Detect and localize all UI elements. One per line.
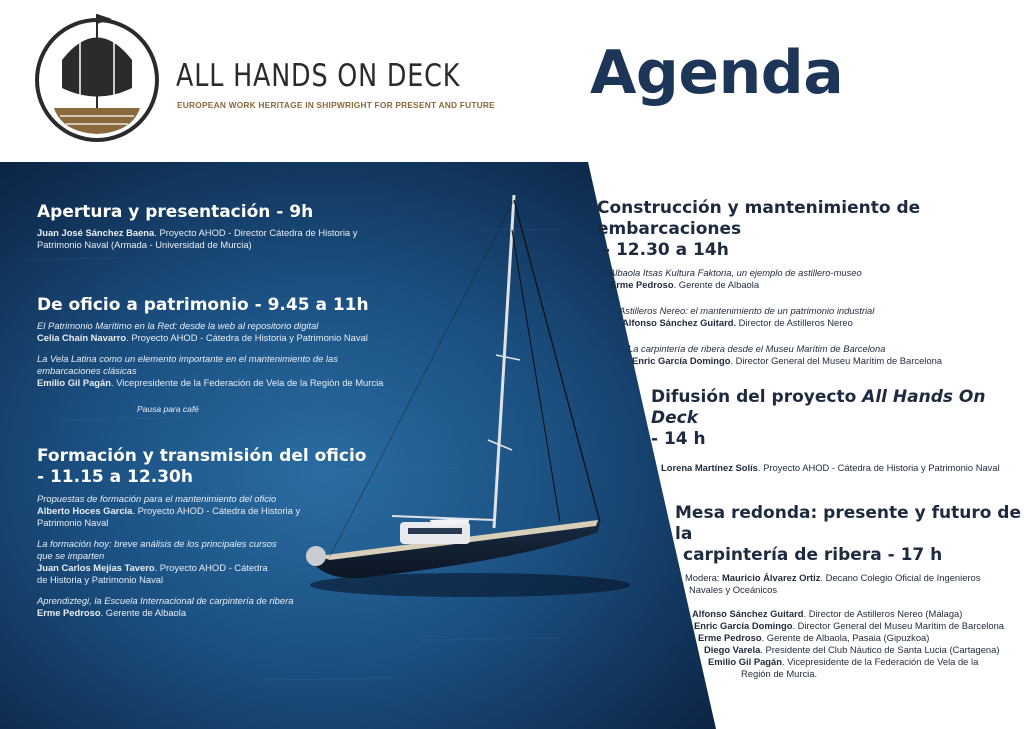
speaker-role: . Vicepresidente de la Federación de Vela de la Región de Murcia <box>110 377 384 388</box>
speaker-line <box>37 377 417 389</box>
speaker-role: . Director General del Museu Marítim de Barcelona <box>730 355 943 366</box>
session-oficio-patrimonio <box>37 295 417 415</box>
panelist-name: Erme Pedroso <box>698 632 762 643</box>
session-time: - 12.30 a 14h <box>603 240 729 260</box>
panelist-role: . Vicepresidente de la Federación de Vela de la <box>781 656 979 667</box>
session-title: Formación y transmisión del oficio <box>37 446 367 466</box>
speaker-role: . Proyecto AHOD - Cátedra de Historia y Patrimonio Naval <box>126 332 368 343</box>
speaker-role: Director de Astilleros Nereo <box>736 317 853 328</box>
session-title: Construcción y mantenimiento de embarcaciones <box>597 198 921 239</box>
session-title-cont: carpintería de ribera - 17 h <box>683 545 943 565</box>
session-difusion <box>651 387 1021 474</box>
speaker-role: . Proyecto AHOD - Cátedra de Historia y <box>132 505 301 516</box>
talk-title: El Patrimonio Marítimo en la Red: desde la web al repositorio digital <box>37 320 319 331</box>
talk-title-cont: embarcaciones clásicas <box>37 365 137 376</box>
speaker-role-cont: Patrimonio Naval (Armada - Universidad de Murcia) <box>37 239 252 250</box>
speaker-line <box>37 227 397 239</box>
speaker-name: Juan Carlos Mejías Tavero <box>37 562 155 573</box>
session-time: - 14 h <box>651 429 706 449</box>
project-name: All Hands On Deck <box>651 387 986 428</box>
panelist-name: Alfonso Sánchez Guitard <box>692 608 804 619</box>
moderator-role: . Decano Colegio Oficial de Ingenieros <box>820 572 981 583</box>
speaker-line <box>37 505 417 517</box>
panelist-role-cont: Región de Murcia. <box>741 668 818 679</box>
speaker-name: Alfonso Sánchez Guitard. <box>622 317 737 328</box>
session-title: Mesa redonda: presente y futuro de la <box>675 503 1021 544</box>
brand-subtitle: EUROPEAN WORK HERITAGE IN SHIPWRIGHT FOR PRESENT AND FUTURE <box>177 100 495 110</box>
speaker-role-cont: Patrimonio Naval <box>37 517 109 528</box>
speaker-line <box>622 317 1022 329</box>
brand-title: ALL HANDS ON DECK <box>176 58 461 94</box>
speaker-role: . Proyecto AHOD - Cátedra de Historia y Patrimonio Naval <box>757 462 1000 473</box>
speaker-role: . Proyecto AHOD - Director Cátedra de Historia y <box>154 227 358 238</box>
talk-title: La Vela Latina como un elemento importante en el mantenimiento de las <box>37 353 338 364</box>
speaker-name: Emilio Gil Pagán <box>37 377 111 388</box>
coffee-break: Pausa para café <box>137 404 199 414</box>
all-hands-on-deck-logo <box>32 10 162 148</box>
talk-title: Aprendiztegi, la Escuela Internacional de carpintería de ribera <box>37 595 294 606</box>
moderator-label: Modera: <box>685 572 722 583</box>
talk-title: Albaola Itsas Kultura Faktoria, un ejemplo de astillero-museo <box>609 267 862 278</box>
speaker-line <box>610 279 1022 291</box>
panelist-line <box>692 608 1024 620</box>
session-construccion <box>597 198 1022 367</box>
session-title <box>651 387 1021 429</box>
moderator-role-cont: Navales y Oceánicos <box>689 584 778 595</box>
speaker-line <box>37 332 417 344</box>
speaker-role: . Proyecto AHOD - Cátedra <box>154 562 268 573</box>
panelist-role: . Director General del Museu Marítim de Barcelona <box>792 620 1005 631</box>
agenda-title: Agenda <box>590 38 844 108</box>
speaker-name: Juan José Sánchez Baena <box>37 227 155 238</box>
panelist-role: . Presidente del Club Náutico de Santa Lucia (Cartagena) <box>760 644 1000 655</box>
panelist-line <box>694 620 1024 632</box>
session-apertura <box>37 202 397 251</box>
speaker-name: Alberto Hoces García <box>37 505 133 516</box>
moderator-line <box>685 572 1024 584</box>
session-formacion <box>37 446 417 619</box>
panelist-name: Emilio Gil Pagán <box>708 656 782 667</box>
panelist-role: . Gerente de Albaola, Pasaia (Gipuzkoa) <box>761 632 930 643</box>
talk-title: Propuestas de formación para el mantenimiento del oficio <box>37 493 277 504</box>
speaker-role: . Gerente de Albaola <box>673 279 760 290</box>
session-title: Apertura y presentación - 9h <box>37 202 314 222</box>
session-title-text: Difusión del proyecto <box>651 387 863 407</box>
speaker-line <box>37 607 417 619</box>
talk-title: La carpintería de ribera desde el Museu Marítim de Barcelona <box>628 343 886 354</box>
talk-title: La formación hoy: breve análisis de los principales cursos <box>37 538 277 549</box>
speaker-name: Enric García Domingo <box>632 355 731 366</box>
talk-title-cont: que se imparten <box>37 550 105 561</box>
speaker-line <box>37 562 417 574</box>
session-time: - 11.15 a 12.30h <box>37 467 193 487</box>
panelist-role: . Director de Astilleros Nereo (Málaga) <box>803 608 963 619</box>
panelist-name: Enric García Domingo <box>694 620 793 631</box>
speaker-line <box>661 462 1021 474</box>
speaker-name: Lorena Martínez Solís <box>661 462 758 473</box>
speaker-name: Erme Pedroso <box>610 279 674 290</box>
speaker-name: Celia Chaín Navarro <box>37 332 127 343</box>
speaker-name: Erme Pedroso <box>37 607 101 618</box>
talk-title: Astilleros Nereo: el mantenimiento de un patrimonio industrial <box>619 305 875 316</box>
panelist-line <box>708 656 1024 668</box>
moderator-name: Mauricio Álvarez Ortiz <box>722 572 821 583</box>
panelist-line <box>698 632 1024 644</box>
speaker-line <box>632 355 1022 367</box>
speaker-role-cont: de Historia y Patrimonio Naval <box>37 574 164 585</box>
panelist-name: Diego Varela <box>704 644 761 655</box>
speaker-role: . Gerente de Albaola <box>100 607 187 618</box>
panelist-line <box>704 644 1024 656</box>
session-mesa-redonda <box>675 503 1024 680</box>
session-title: De oficio a patrimonio - 9.45 a 11h <box>37 295 369 315</box>
